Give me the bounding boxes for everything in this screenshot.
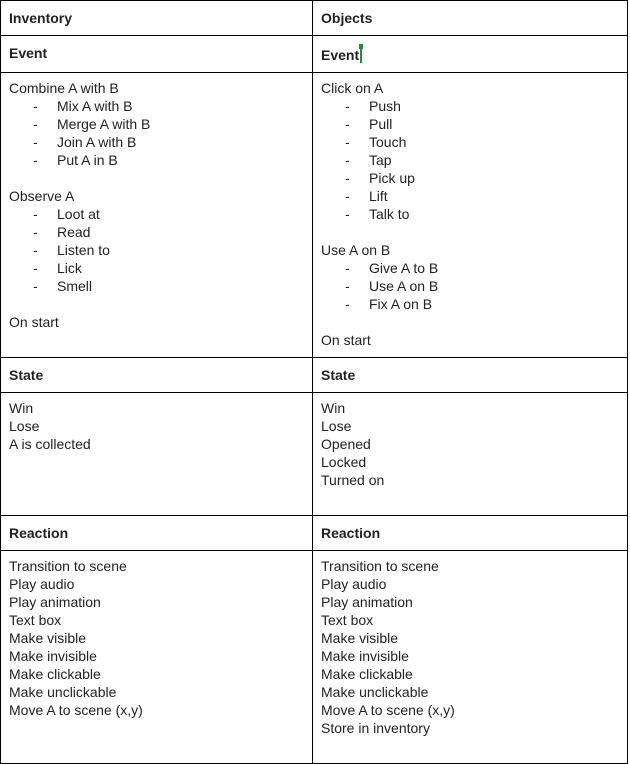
event-footer: On start <box>9 314 59 330</box>
list-item: - Mix A with B <box>9 97 304 115</box>
list-item: - Lift <box>321 187 619 205</box>
table-cell[interactable] <box>313 516 628 551</box>
event-footer: On start <box>321 332 371 348</box>
event-body-row <box>1 73 628 358</box>
event-group-title: Use A on B <box>321 242 391 258</box>
text-cursor <box>360 47 362 63</box>
column-header-cell[interactable] <box>313 1 628 36</box>
text-cursor-flag <box>359 44 363 49</box>
table-cell[interactable] <box>1 516 313 551</box>
list-item: Play animation <box>9 594 101 610</box>
list-item: Turned on <box>321 472 385 488</box>
state-heading-right: State <box>321 367 356 383</box>
list-item: Play audio <box>321 576 387 592</box>
list-item: - Pull <box>321 115 619 133</box>
list-item: Win <box>321 400 346 416</box>
event-heading-row <box>1 36 628 73</box>
list-item: Play animation <box>321 594 413 610</box>
reaction-heading-right: Reaction <box>321 525 381 541</box>
list-item: Make unclickable <box>321 684 429 700</box>
list-item: - Talk to <box>321 205 619 223</box>
table-cell[interactable] <box>313 358 628 393</box>
list-item: - Loot at <box>9 205 304 223</box>
list-item: - Read <box>9 223 304 241</box>
event-heading-left: Event <box>9 45 48 61</box>
list-item: Make visible <box>321 630 399 646</box>
list-item: - Lick <box>9 259 304 277</box>
list-item: Win <box>9 400 34 416</box>
list-item: Transition to scene <box>9 558 127 574</box>
state-heading-left: State <box>9 367 44 383</box>
list-item: - Join A with B <box>9 133 304 151</box>
table-cell[interactable] <box>313 73 628 358</box>
list-item: - Merge A with B <box>9 115 304 133</box>
list-item: - Smell <box>9 277 304 295</box>
event-group-title: Click on A <box>321 80 384 96</box>
list-item: - Put A in B <box>9 151 304 169</box>
state-body-row <box>1 393 628 516</box>
list-item: Store in inventory <box>321 720 430 736</box>
event-group-title: Combine A with B <box>9 80 119 96</box>
table-cell[interactable] <box>313 393 628 516</box>
objects-column-title: Objects <box>321 10 373 26</box>
table-cell[interactable] <box>1 73 313 358</box>
list-item: Make invisible <box>321 648 409 664</box>
reaction-body-row <box>1 551 628 764</box>
list-item: - Listen to <box>9 241 304 259</box>
list-item: Move A to scene (x,y) <box>9 702 143 718</box>
list-item: Lose <box>9 418 40 434</box>
table-cell[interactable] <box>1 358 313 393</box>
column-header-cell[interactable] <box>1 1 313 36</box>
list-item: Text box <box>9 612 62 628</box>
list-item: Play audio <box>9 576 75 592</box>
event-group-title: Observe A <box>9 188 75 204</box>
list-item: Make clickable <box>321 666 413 682</box>
list-item: Opened <box>321 436 371 452</box>
table-cell[interactable] <box>1 551 313 764</box>
event-sub-list <box>321 259 619 313</box>
list-item: Locked <box>321 454 367 470</box>
reaction-heading-left: Reaction <box>9 525 69 541</box>
list-item: Make unclickable <box>9 684 117 700</box>
list-item: - Give A to B <box>321 259 619 277</box>
list-item: Make visible <box>9 630 87 646</box>
table-cell[interactable] <box>1 393 313 516</box>
state-heading-row <box>1 358 628 393</box>
list-item: - Tap <box>321 151 619 169</box>
event-heading-right: Event <box>321 47 360 63</box>
list-item: - Fix A on B <box>321 295 619 313</box>
table-header-row <box>1 1 628 36</box>
reaction-heading-row <box>1 516 628 551</box>
inventory-column-title: Inventory <box>9 10 73 26</box>
list-item: Transition to scene <box>321 558 439 574</box>
list-item: Lose <box>321 418 352 434</box>
table-cell[interactable] <box>313 36 628 73</box>
list-item: - Use A on B <box>321 277 619 295</box>
list-item: - Touch <box>321 133 619 151</box>
list-item: Move A to scene (x,y) <box>321 702 455 718</box>
list-item: Make clickable <box>9 666 101 682</box>
table-cell[interactable] <box>1 36 313 73</box>
event-sub-list <box>321 97 619 223</box>
list-item: Make invisible <box>9 648 97 664</box>
event-sub-list <box>9 97 304 169</box>
table-cell[interactable] <box>313 551 628 764</box>
list-item: Text box <box>321 612 374 628</box>
list-item: A is collected <box>9 436 91 452</box>
event-sub-list <box>9 205 304 295</box>
list-item: - Pick up <box>321 169 619 187</box>
list-item: - Push <box>321 97 619 115</box>
